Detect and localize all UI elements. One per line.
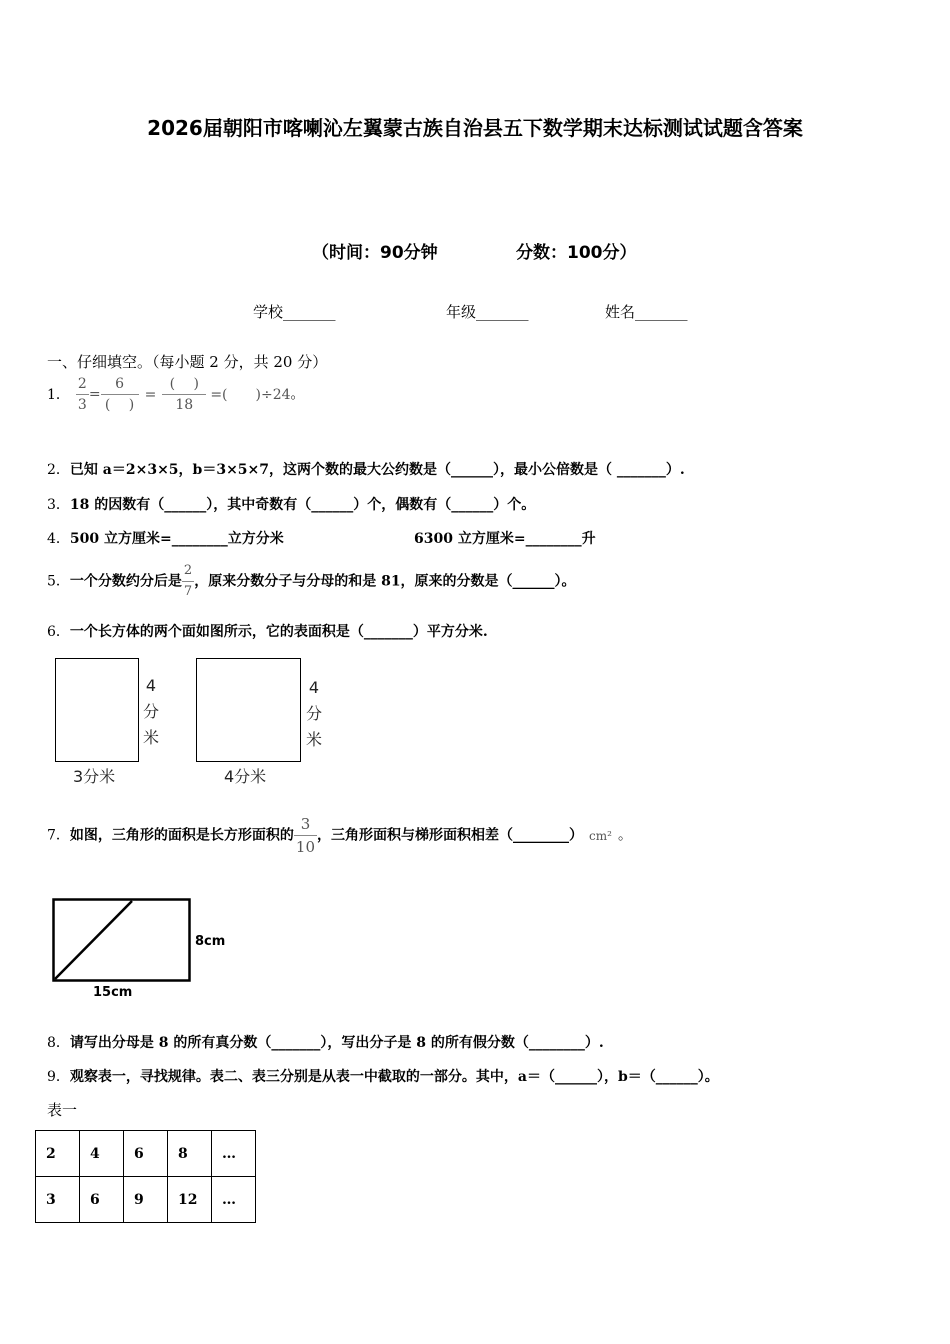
question-text: 请写出分母是 8 的所有真分数（_______），写出分子是 8 的所有假分数（________）. — [69, 1035, 604, 1051]
school-field: 学校_______ — [253, 303, 336, 321]
question-text: 观察表一，寻找规律。表二、表三分别是从表一中截取的一部分。其中，a＝（______），b＝（______）。 — [69, 1069, 719, 1085]
fraction: $\frac{3}{10}$ — [295, 815, 316, 856]
fraction: $\frac{2}{3}$ — [77, 376, 87, 413]
width-label: 15cm — [93, 985, 133, 1000]
question-4 — [47, 528, 284, 548]
question-number: 6． — [47, 624, 70, 640]
question-number: 3． — [47, 497, 70, 513]
section-heading: 一、仔细填空。（每小题 2 分，共 20 分） — [47, 353, 328, 371]
question-6 — [47, 621, 488, 641]
question-number: 4． — [47, 531, 70, 547]
table-row — [36, 1131, 256, 1177]
question-number: 2． — [47, 462, 70, 478]
table-cell: 3 — [36, 1177, 80, 1223]
rect2-side-label: 4 分 米 — [305, 678, 322, 749]
question-4-right: 6300 立方厘米=________升 — [414, 531, 596, 547]
question-number: 7． — [47, 827, 70, 844]
table-cell: 8 — [168, 1131, 212, 1177]
table-cell: 9 — [124, 1177, 168, 1223]
question-text: 已知 a＝2×3×5，b＝3×5×7，这两个数的最大公约数是（______），最小公倍数是（ _______）. — [69, 462, 685, 478]
exam-score: 分数：100分） — [516, 243, 637, 263]
question-number: 8． — [47, 1035, 70, 1051]
document-title: 2026届朝阳市喀喇沁左翼蒙古族自治县五下数学期末达标测试试题含答案 — [147, 116, 803, 140]
table-cell: 12 — [168, 1177, 212, 1223]
grade-field: 年级_______ — [446, 303, 529, 321]
table-cell: 2 — [36, 1131, 80, 1177]
rect2-bottom-label: 4分米 — [224, 767, 267, 786]
exam-time: （时间：90分钟 — [312, 243, 438, 263]
question-text-left: 500 立方厘米=________立方分米 — [69, 531, 284, 547]
table-1 — [35, 1130, 256, 1223]
question-5: 5．一个分数约分后是 $\frac{2}{7}$ ，原来分数分子与分母的和是 81，原来的分数是（______）。 — [47, 561, 576, 602]
question-text: 一个长方体的两个面如图所示，它的表面积是（_______）平方分米. — [69, 624, 488, 640]
table-cell: … — [212, 1177, 256, 1223]
table-cell: … — [212, 1131, 256, 1177]
question-9 — [47, 1066, 719, 1086]
table-caption: 表一 — [47, 1101, 78, 1119]
table-cell: 6 — [124, 1131, 168, 1177]
question-1: 1． $\frac{2}{3}$ = $\frac{6}{( )}$ = $\frac{( )}{18}$ =( )÷24。 — [47, 376, 305, 413]
question-number: 1． — [47, 386, 70, 403]
question-3 — [47, 494, 535, 514]
height-label: 8cm — [195, 934, 226, 949]
question-number: 5． — [47, 573, 70, 590]
question-8 — [47, 1032, 604, 1052]
rectangle-with-diagonal — [50, 896, 195, 986]
fraction: $\frac{2}{7}$ — [182, 561, 194, 602]
unit-label: cm² — [589, 828, 612, 843]
face-rectangle-1 — [55, 658, 139, 762]
rect1-bottom-label: 3分米 — [73, 767, 116, 786]
question-text: 18 的因数有（______），其中奇数有（______）个，偶数有（______）个。 — [69, 497, 536, 513]
question-2 — [47, 459, 685, 479]
rect1-side-label: 4 分 米 — [142, 676, 159, 747]
dividing-line — [55, 901, 132, 979]
question-7: 7．如图，三角形的面积是长方形面积的 $\frac{3}{10}$ ，三角形面积与梯形面积相差（________） cm² 。 — [47, 815, 632, 856]
question-number: 9． — [47, 1069, 70, 1085]
table-row — [36, 1177, 256, 1223]
table-cell: 6 — [80, 1177, 124, 1223]
fraction: $\frac{( )}{18}$ — [162, 374, 206, 415]
face-rectangle-2 — [196, 658, 301, 762]
fraction: $\frac{6}{( )}$ — [101, 374, 139, 415]
table-cell: 4 — [80, 1131, 124, 1177]
name-field: 姓名_______ — [605, 303, 688, 321]
